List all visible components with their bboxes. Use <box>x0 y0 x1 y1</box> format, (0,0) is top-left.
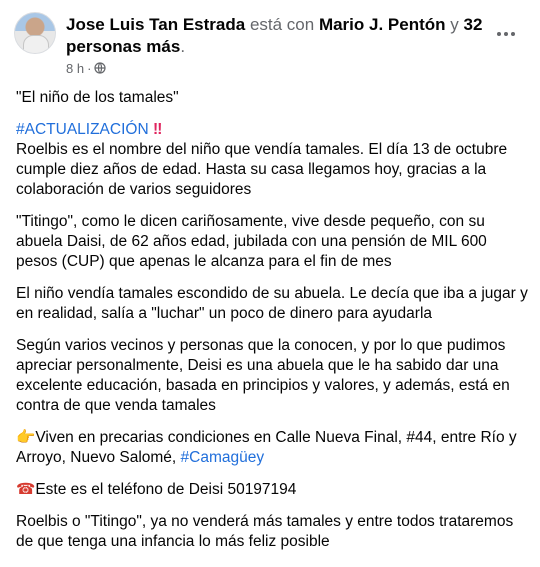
author-line <box>66 14 486 58</box>
globe-icon[interactable] <box>94 62 106 74</box>
with-text: está con <box>249 15 315 34</box>
post-body <box>16 88 528 552</box>
author-line-period: . <box>180 37 186 56</box>
hashtag-update[interactable]: #ACTUALIZACIÓN <box>16 121 149 138</box>
telephone-icon: ☎ <box>16 481 36 498</box>
paragraph-4: Según varios vecinos y personas que la conocen, y por lo que pudimos apreciar personalmente, Deisi es una abuela que le ha sabido dar una excelente educación, basada en principios y valores, y además, está en contra de que venda tamales <box>16 337 510 414</box>
paragraph-6 <box>16 480 528 500</box>
and-text: y <box>450 15 459 34</box>
author-name[interactable]: Jose Luis Tan Estrada <box>66 15 246 34</box>
double-exclamation-icon: ‼ <box>152 121 163 138</box>
tagged-person[interactable]: Mario J. Pentón <box>318 15 446 34</box>
pointing-hand-icon: 👉 <box>16 429 36 446</box>
paragraph-3: El niño vendía tamales escondido de su abuela. Le decía que iba a jugar y en realidad, salía a "luchar" un poco de dinero para ayudarla <box>16 285 528 322</box>
paragraph-1-text: Roelbis es el nombre del niño que vendía tamales. El día 13 de octubre cumple diez años de edad. Hasta su casa llegamos hoy, gracias a la colaboración de varios seguidores <box>16 141 508 198</box>
post-meta <box>66 60 106 76</box>
post-title: "El niño de los tamales" <box>16 89 179 106</box>
others-link[interactable]: 32 personas más <box>66 15 483 56</box>
author-avatar[interactable] <box>14 12 56 54</box>
more-dot-1 <box>497 32 501 36</box>
paragraph-6-text: Este es el teléfono de Deisi 50197194 <box>35 481 297 498</box>
post-time[interactable]: 8 h <box>66 60 85 76</box>
paragraph-5 <box>16 428 528 468</box>
more-dot-3 <box>511 32 515 36</box>
hashtag-camaguey[interactable]: #Camagüey <box>180 449 265 466</box>
more-options-button[interactable] <box>492 24 520 44</box>
paragraph-2: "Titingo", como le dicen cariñosamente, vive desde pequeño, con su abuela Daisi, de 62 años edad, jubilada con una pensión de MIL 600 pesos (CUP) que apenas le alcanza para el fin de mes <box>16 213 487 270</box>
paragraph-5-text: Viven en precarias condiciones en Calle Nueva Final, #44, entre Río y Arroyo, Nuevo Salomé, <box>16 429 517 466</box>
paragraph-1 <box>16 120 528 200</box>
more-dot-2 <box>504 32 508 36</box>
paragraph-7: Roelbis o "Titingo", ya no venderá más tamales y entre todos trataremos de que tenga una infancia lo más feliz posible <box>16 513 514 550</box>
meta-separator: · <box>87 60 92 76</box>
avatar-figure <box>23 35 49 54</box>
post-header <box>12 8 528 80</box>
